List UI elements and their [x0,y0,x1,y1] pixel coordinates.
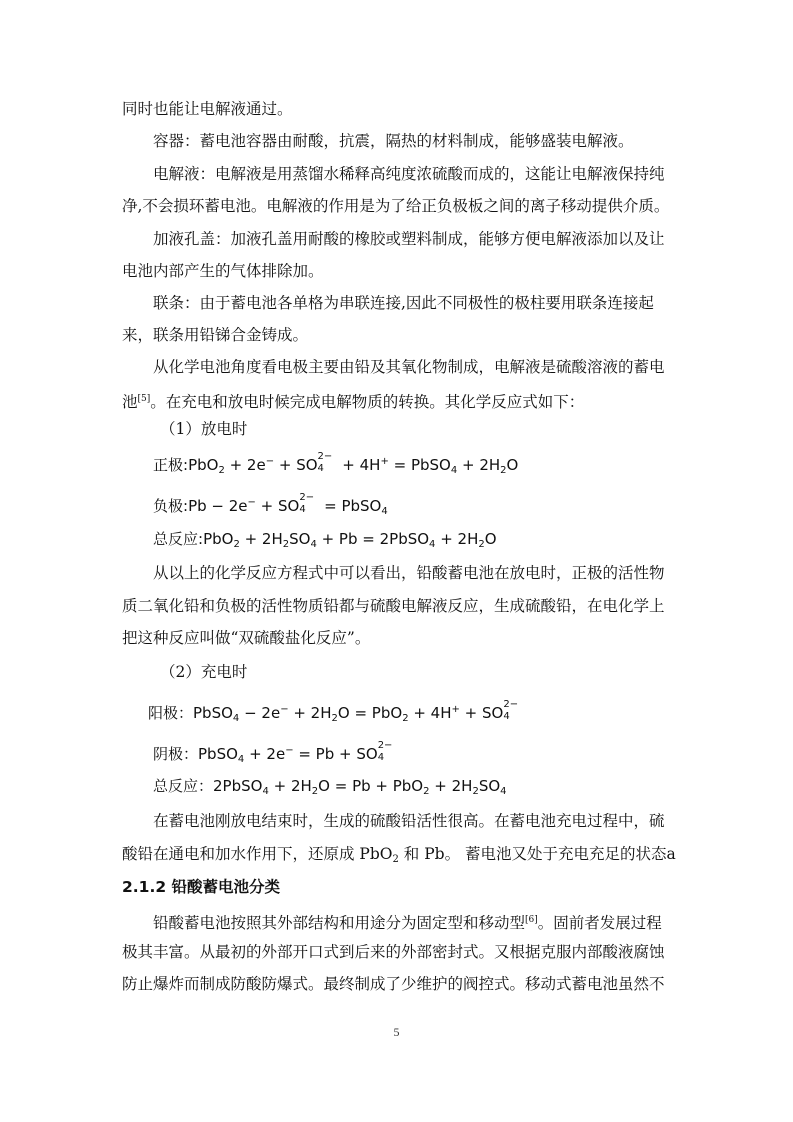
eq-subscript: 4 [500,786,507,797]
sulfate-ion-charge [318,452,338,472]
eq-term: PbSO [193,704,233,722]
paragraph-chemistry: 从化学电池角度看电极主要由铅及其氧化物制成，电解液是硫酸溶液的蓄电 [153,358,665,376]
subsection-charge: （2）充电时 [160,663,248,681]
eq-superscript: 2− [317,451,333,462]
eq-subscript: 2 [423,786,430,797]
paragraph-line: 同时也能让电解液通过。 [122,100,293,118]
eq-superscript: − [265,456,275,467]
eq-term: = PbSO [319,497,382,515]
eq-term: + 2H [268,777,312,795]
paragraph-line: 防止爆炸而制成防酸防爆式。最终制成了少维护的阀控式。移动式蓄电池虽然不 [122,975,665,993]
eq-term: + SO [459,704,504,722]
paragraph-line: 净,不会损环蓄电池。电解液的作用是为了给正负极板之间的离子移动提供介质。 [122,197,670,215]
eq-term: = Pb + SO [293,745,378,763]
eq-term: 2PbSO [213,777,263,795]
citation-ref: [6] [525,915,538,925]
eq-term: + SO [274,456,318,474]
eq-term: Pb − 2e [188,497,248,515]
eq-superscript: − [285,745,294,756]
text-span: 池 [122,393,138,411]
eq-term: PbO [188,456,219,474]
eq-subscript: 2 [500,465,507,476]
text-span: 和 Pb。 蓄电池又处于充电充足的状态a [398,845,676,863]
text-span: 酸铅在通电和加水作用下，还原成 PbO [122,845,393,863]
paragraph-line: 来，联条用铅锑合金铸成。 [122,326,309,344]
text-span: 。固前者发展过程 [537,914,662,932]
eq-superscript: 2− [299,492,315,503]
equation-label: 负极: [153,497,189,515]
eq-subscript: 4 [262,786,269,797]
text-subscript: 2 [392,854,399,865]
eq-term: O = Pb + PbO [318,777,424,795]
eq-subscript: 4 [503,711,510,722]
section-heading: 2.1.2 铅酸蓄电池分类 [122,878,281,896]
eq-term: + SO [255,497,300,515]
paragraph-line: 电池内部产生的气体排除加。 [122,262,324,280]
eq-subscript: 2 [218,465,225,476]
equation-discharge-positive [153,452,518,481]
equation-label: 正极: [153,456,189,474]
paragraph-line: 把这种反应叫做“双硫酸盐化反应”。 [122,629,371,647]
eq-subscript: 2 [402,713,409,724]
eq-subscript: 4 [377,752,385,763]
eq-term: + 2H [239,530,283,548]
eq-term: + 2H [288,704,332,722]
eq-term: + 4H [408,704,452,722]
sulfate-ion-charge [299,493,319,513]
text-span: 铅酸蓄电池按照其外部结构和用途分为固定型和移动型 [153,914,526,932]
paragraph-line: 质二氧化铅和负极的活性物质铅都与硫酸电解液反应，生成硫酸铅，在电化学上 [122,597,665,615]
eq-subscript: 4 [299,504,306,515]
eq-term: + 2e [224,456,266,474]
eq-subscript: 2 [478,539,485,550]
eq-term: + 2H [457,456,501,474]
paragraph-filler-cap: 加液孔盖：加液孔盖用耐酸的橡胶或塑料制成，能够方便电解液添加以及让 [153,230,665,248]
eq-term: SO [478,777,501,795]
eq-term: + Pb = 2PbSO [316,530,430,548]
equation-charge-total [153,776,507,802]
eq-term: = PbSO [388,456,451,474]
eq-subscript: 2 [282,539,290,550]
eq-term: + 2H [435,530,479,548]
eq-subscript: 4 [381,506,388,517]
equation-label: 阴极： [153,745,199,763]
eq-term: O = PbO [337,704,403,722]
eq-subscript: 4 [310,539,317,550]
eq-term: PbO [203,530,234,548]
eq-superscript: − [280,704,289,715]
eq-term: + 2H [429,777,473,795]
equation-label: 阳极： [148,704,194,722]
paragraph-classification [153,910,662,933]
equation-discharge-total [153,529,497,555]
eq-subscript: 4 [232,713,240,724]
eq-subscript: 4 [317,463,324,474]
eq-term: O [506,456,519,474]
eq-subscript: 2 [472,786,479,797]
eq-superscript: 2− [377,740,393,751]
eq-superscript: − [247,497,256,508]
equation-discharge-negative [153,493,388,522]
eq-term: PbSO [198,745,238,763]
eq-term: SO [289,530,311,548]
eq-superscript: + [451,704,460,715]
equation-charge-anode [148,700,523,729]
equation-charge-cathode [153,741,398,770]
paragraph-charge-end: 在蓄电池刚放电结束时，生成的硫酸铅活性很高。在蓄电池充电过程中，硫 [153,812,665,830]
eq-superscript: 2− [503,699,519,710]
sulfate-ion-charge [503,700,523,720]
paragraph-analysis: 从以上的化学反应方程式中可以看出，铅酸蓄电池在放电时，正极的活性物 [153,564,665,582]
eq-subscript: 2 [233,539,240,550]
paragraph-electrolyte: 电解液：电解液是用蒸馏水稀释高纯度浓硫酸而成的，这能让电解液保持纯 [153,165,665,183]
citation-ref: [5] [137,394,151,404]
eq-subscript: 4 [237,754,245,765]
page-number: 5 [393,1025,400,1039]
paragraph-line [122,389,584,412]
paragraph-connector: 联条：由于蓄电池各单格为串联连接,因此不同极性的极柱要用联条连接起 [153,294,654,312]
paragraph-container: 容器：蓄电池容器由耐酸，抗震，隔热的材料制成，能够盛装电解液。 [153,132,634,150]
subsection-discharge: （1）放电时 [160,420,248,438]
equation-label: 总反应： [153,777,214,795]
paragraph-line [122,844,676,870]
eq-term: O [484,530,497,548]
paragraph-line: 极其丰富。从最初的外部开口式到后来的外部密封式。又根据克服内部酸液腐蚀 [122,943,665,961]
eq-subscript: 2 [311,786,319,797]
equation-label: 总反应: [153,530,204,548]
eq-term: + 2e [244,745,286,763]
eq-superscript: + [380,456,389,467]
text-span: 。在充电和放电时候完成电解物质的转换。其化学反应式如下： [150,393,585,411]
eq-subscript: 4 [450,465,458,476]
eq-term: − 2e [239,704,281,722]
eq-subscript: 4 [429,539,436,550]
eq-term: + 4H [337,456,381,474]
eq-subscript: 2 [331,713,338,724]
sulfate-ion-charge [378,741,398,761]
